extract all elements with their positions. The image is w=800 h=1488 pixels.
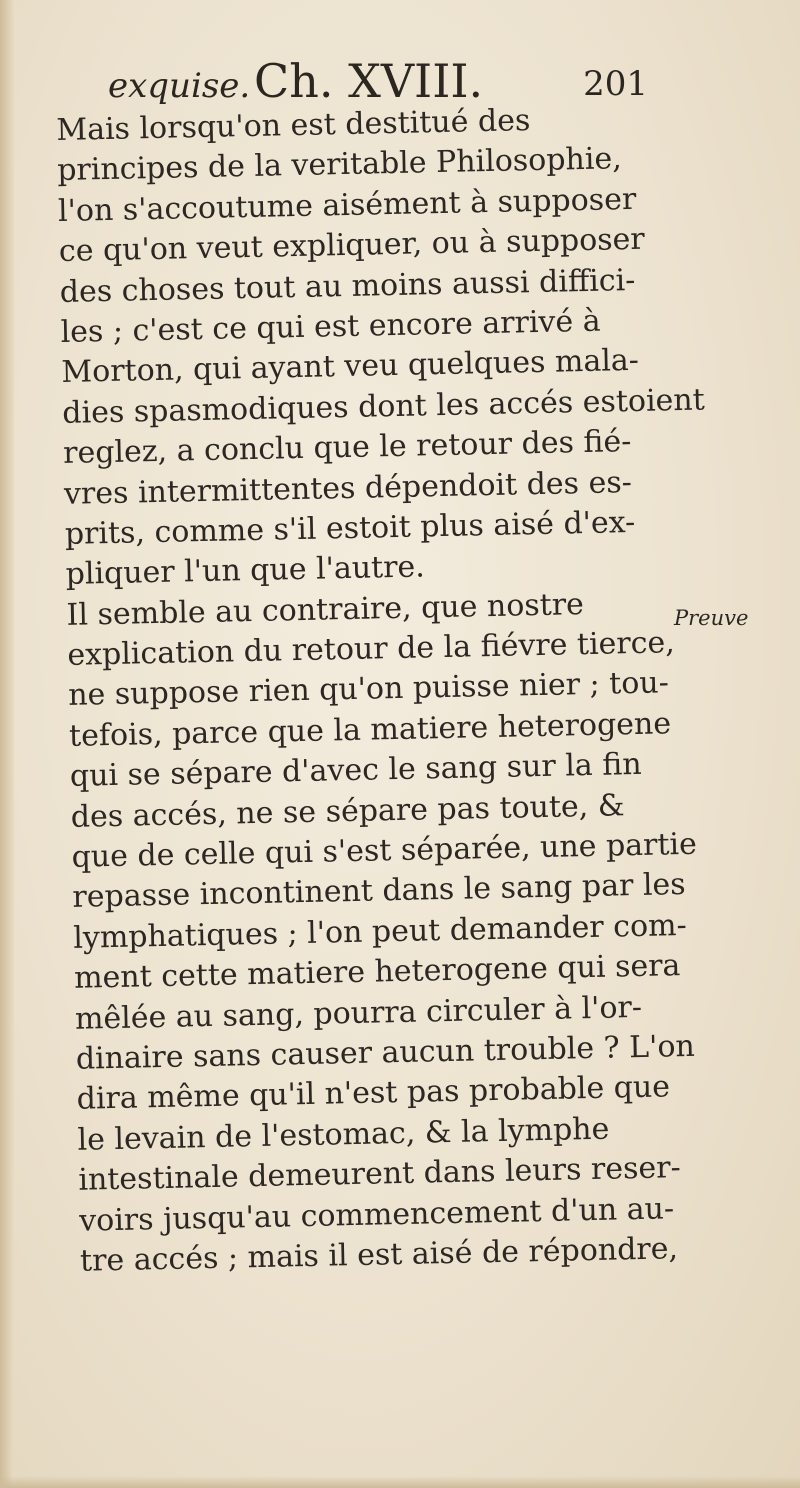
text-line: pliquer l'un que l'autre.: [65, 549, 426, 593]
text-line: reglez, a conclu que le retour des fié-: [62, 424, 632, 472]
text-line: voirs jusqu'au commencement d'un au-: [78, 1190, 675, 1239]
text-line: l'on s'accoutume aisément à supposer: [57, 181, 637, 229]
text-line: tre accés ; mais il est aisé de répondre,: [79, 1231, 679, 1279]
text-line: qui se sépare d'avec le sang sur la fin: [69, 747, 642, 795]
page-gutter-edge: [0, 0, 14, 1488]
text-line: tefois, parce que la matiere heterogene: [68, 706, 672, 754]
text-line: ce qu'on veut expliquer, ou à supposer: [58, 221, 646, 270]
text-line: intestinale demeurent dans leurs reser-: [78, 1150, 681, 1198]
text-line: Morton, qui ayant veu quelques mala-: [61, 343, 640, 391]
text-line: ne suppose rien qu'on puisse nier ; tou-: [67, 665, 670, 714]
text-line: vres intermittentes dépendoit des es-: [63, 464, 633, 512]
chapter-heading: Ch. XVIII.: [254, 54, 484, 108]
page-number: 201: [583, 64, 648, 104]
text-line: dira même qu'il n'est pas probable que: [76, 1069, 671, 1118]
text-line: lymphatiques ; l'on peut demander com-: [72, 907, 687, 956]
text-line: explication du retour de la fiévre tierce,: [67, 625, 676, 673]
page-bottom-edge: [0, 1476, 800, 1488]
running-head-catchword: exquise.: [108, 66, 251, 106]
margin-note: Preuve: [674, 606, 749, 630]
text-line: dies spasmodiques dont les accés estoient: [61, 382, 706, 431]
body-text: [56, 99, 706, 1282]
text-line: mêlée au sang, pourra circuler à l'or-: [74, 989, 643, 1037]
text-line: principes de la veritable Philosophie,: [56, 141, 623, 189]
text-line: que de celle qui s'est séparée, une partie: [71, 826, 698, 875]
text-line: des choses tout au moins aussi diffici-: [59, 262, 636, 310]
text-line: repasse incontinent dans le sang par les: [72, 867, 687, 916]
text-line: Mais lorsqu'on est destitué des: [56, 103, 531, 148]
text-line: ment cette matiere heterogene qui sera: [73, 948, 681, 997]
text-line: le levain de l'estomac, & la lymphe: [77, 1111, 610, 1158]
text-line: des accés, ne se sépare pas toute, &: [70, 787, 625, 835]
text-line: les ; c'est ce qui est encore arrivé à: [60, 303, 601, 350]
text-line: dinaire sans causer aucun trouble ? L'on: [75, 1028, 696, 1077]
text-line: prits, comme s'il estoit plus aisé d'ex-: [64, 504, 636, 552]
text-line: Il semble au contraire, que nostre: [66, 586, 585, 633]
